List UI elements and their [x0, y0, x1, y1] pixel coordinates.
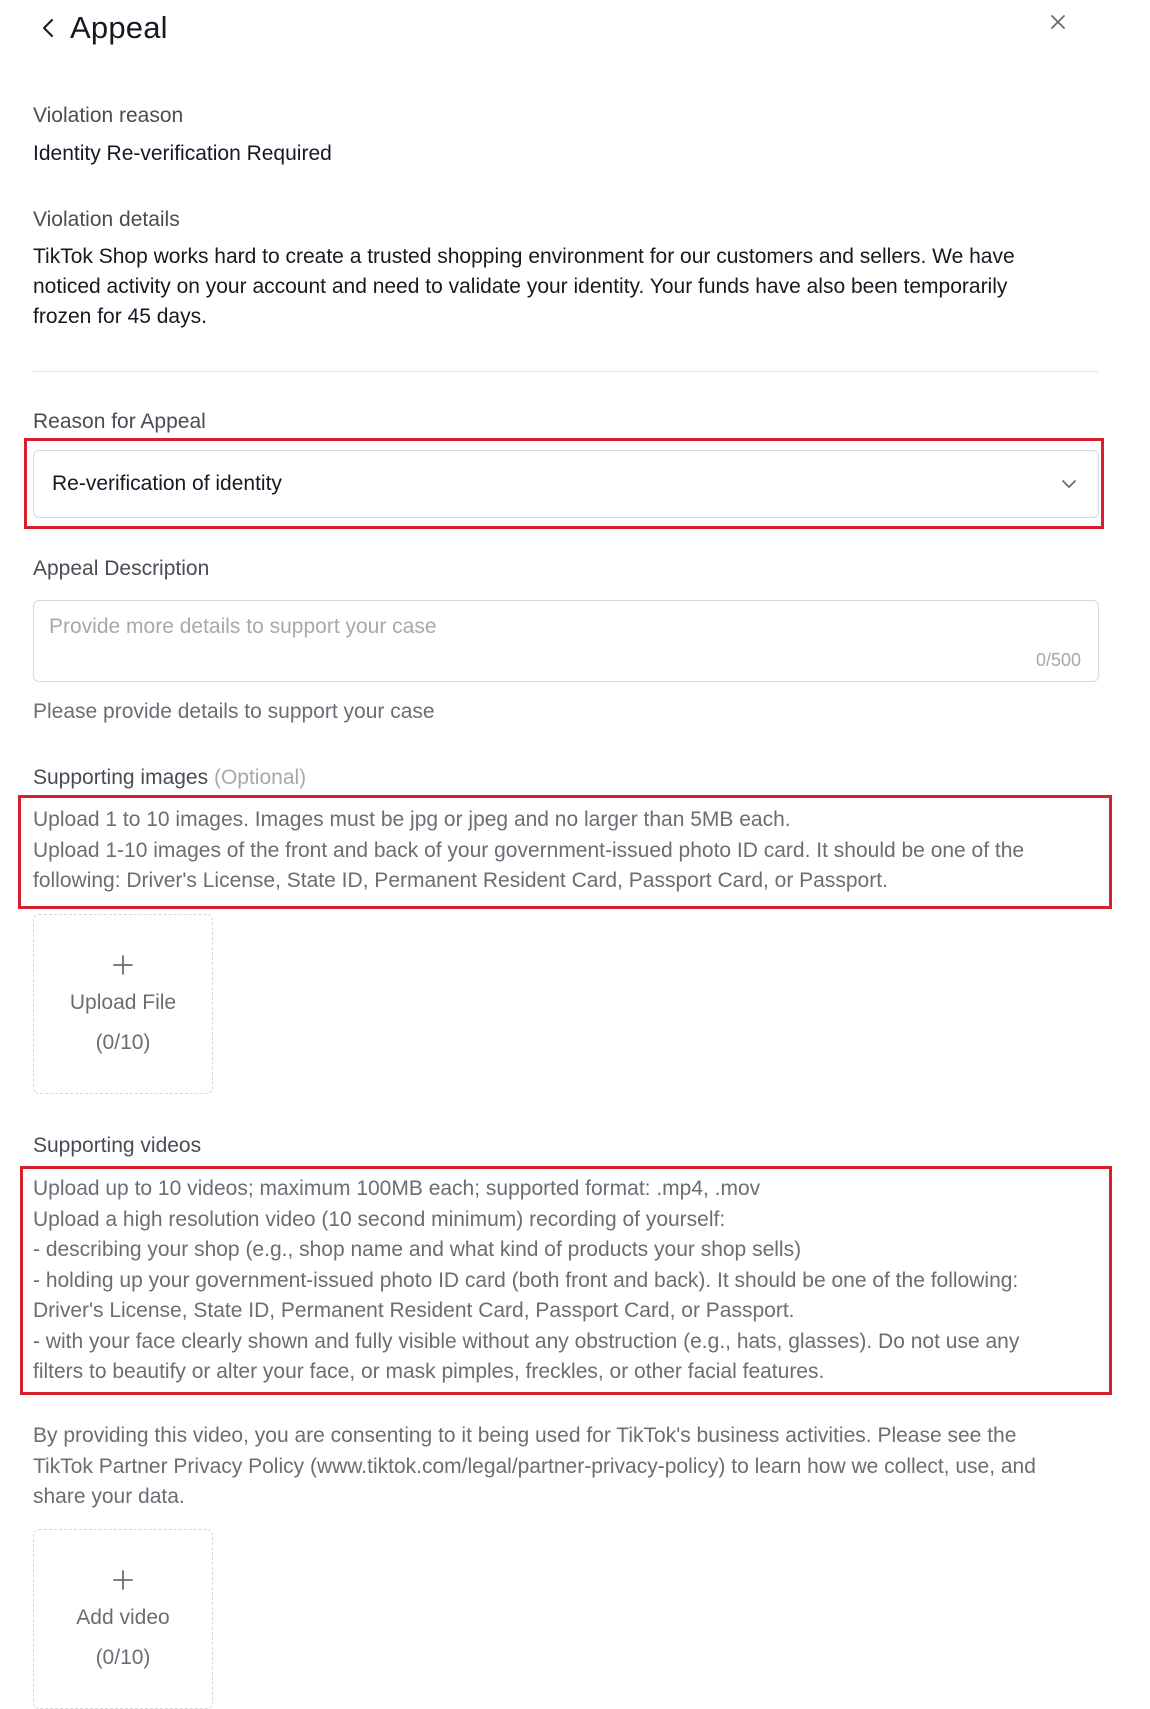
supporting-images-instructions: [33, 805, 1103, 897]
chevron-down-icon: [1058, 473, 1080, 495]
supporting-videos-label: Supporting videos: [33, 1134, 202, 1157]
appeal-description-input[interactable]: [49, 615, 949, 651]
instruction-line: - describing your shop (e.g., shop name and what kind of products your shop sells): [33, 1238, 802, 1261]
reason-for-appeal-select[interactable]: [33, 450, 1099, 518]
supporting-images-label: [33, 766, 306, 790]
appeal-description-label: Appeal Description: [33, 557, 210, 580]
instruction-line: Upload up to 10 videos; maximum 100MB each; supported format: .mp4, .mov: [33, 1177, 761, 1200]
appeal-description-helper: Please provide details to support your case: [33, 700, 435, 723]
instruction-line: Driver's License, State ID, Permanent Resident Card, Passport Card, or Passport.: [33, 1299, 795, 1322]
instruction-line: - holding up your government-issued photo ID card (both front and back). It should be one of the following:: [33, 1268, 1019, 1292]
page-title: Appeal: [70, 10, 168, 45]
character-counter: 0/500: [1035, 650, 1081, 670]
violation-details-line: frozen for 45 days.: [33, 305, 207, 328]
violation-details-label: Violation details: [33, 208, 180, 231]
consent-line: share your data.: [33, 1485, 185, 1508]
violation-details-line: TikTok Shop works hard to create a trusted shopping environment for our customers and sellers. We have: [33, 245, 1015, 268]
consent-line: TikTok Partner Privacy Policy (www.tiktok.com/legal/partner-privacy-policy) to learn how we collect, use, and: [33, 1454, 1036, 1478]
supporting-videos-instructions: [33, 1174, 1103, 1388]
plus-icon: [111, 1568, 135, 1592]
reason-for-appeal-label: Reason for Appeal: [33, 410, 206, 433]
violation-details-text: [33, 242, 1103, 332]
close-icon[interactable]: [1046, 10, 1070, 34]
add-video-count: (0/10): [95, 1646, 151, 1669]
upload-file-count: (0/10): [95, 1031, 151, 1054]
instruction-line: Upload a high resolution video (10 second minimum) recording of yourself:: [33, 1207, 726, 1231]
instruction-line: Upload 1-10 images of the front and back of your government-issued photo ID card. It should be one of the: [33, 838, 1025, 862]
header: [36, 6, 168, 50]
consent-line: By providing this video, you are consenting to it being used for TikTok's business activities. Please see the: [33, 1424, 1017, 1447]
add-video-button[interactable]: [33, 1529, 213, 1709]
upload-file-label: Upload File: [69, 991, 177, 1014]
upload-file-button[interactable]: [33, 914, 213, 1094]
instruction-line: - with your face clearly shown and fully visible without any obstruction (e.g., hats, glasses). Do not use any: [33, 1329, 1020, 1353]
video-consent-text: [33, 1421, 1103, 1513]
plus-icon: [111, 953, 135, 977]
reason-for-appeal-selected: Re-verification of identity: [52, 472, 282, 495]
violation-reason-label: Violation reason: [33, 104, 184, 127]
divider: [33, 371, 1098, 372]
supporting-images-title: Supporting images: [33, 766, 209, 789]
instruction-line: filters to beautify or alter your face, or mask pimples, freckles, or other facial features.: [33, 1360, 825, 1383]
instruction-line: Upload 1 to 10 images. Images must be jpg or jpeg and no larger than 5MB each.: [33, 808, 791, 831]
chevron-left-icon[interactable]: [36, 16, 60, 40]
violation-details-line: noticed activity on your account and need to validate your identity. Your funds have also been temporarily: [33, 275, 1008, 298]
instruction-line: following: Driver's License, State ID, Permanent Resident Card, Passport Card, or Passport.: [33, 869, 888, 892]
add-video-label: Add video: [76, 1606, 170, 1629]
optional-tag: (Optional): [213, 766, 307, 789]
appeal-description-box: [33, 600, 1099, 682]
violation-reason-value: Identity Re-verification Required: [33, 142, 332, 165]
